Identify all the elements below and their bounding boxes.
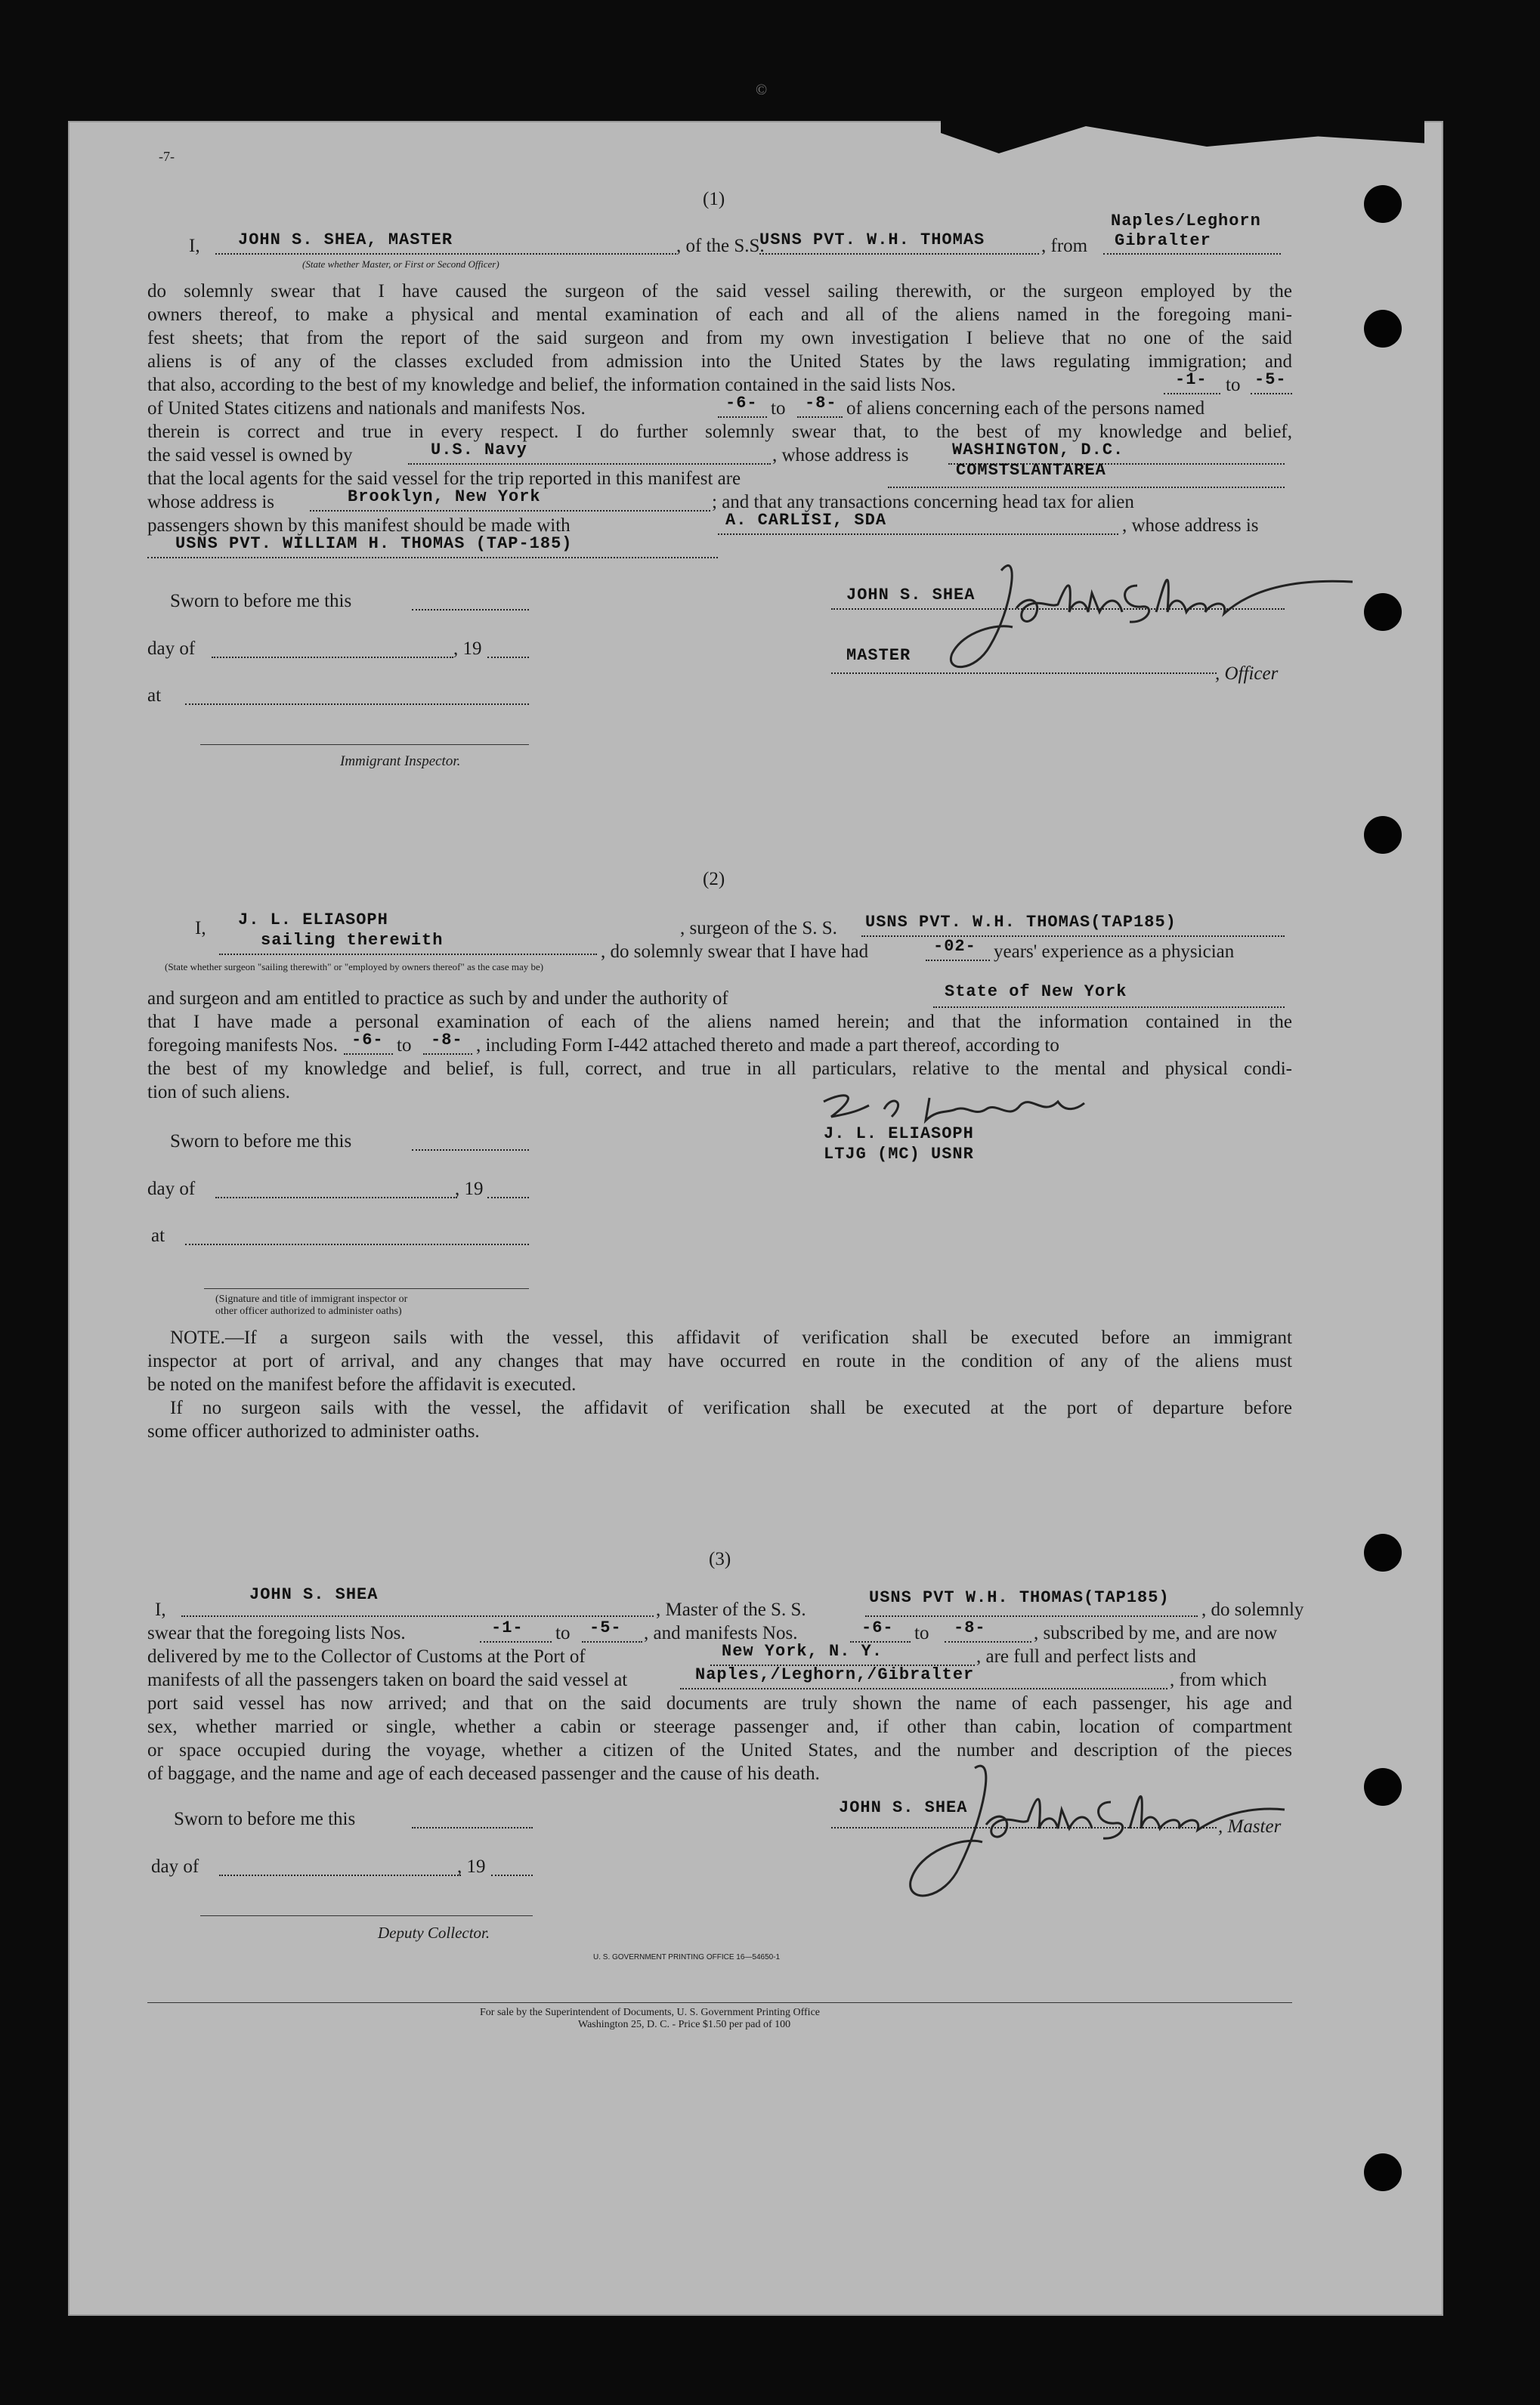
s2-man-to: -8-: [431, 1031, 463, 1049]
s1-head-tax-address: USNS PVT. WILLIAM H. THOMAS (TAP-185): [175, 534, 573, 553]
s2-at: at: [151, 1226, 165, 1246]
s1-line-6a: of United States citizens and nationals and manifests Nos.: [147, 398, 586, 419]
master-signature-3: [892, 1753, 1315, 1912]
s3-vessel-line: [865, 1615, 1198, 1617]
s1-man-to-line: [797, 416, 843, 418]
binder-hole: [1364, 1534, 1402, 1572]
s1-list-to: -5-: [1254, 370, 1287, 389]
s2-year: , 19: [455, 1179, 484, 1199]
s3-manifests-label-2: manifests of all the passengers taken on board the said vessel at: [147, 1670, 628, 1690]
s3-sworn: Sworn to before me this: [174, 1809, 356, 1829]
s1-head-tax-agent-line: [718, 533, 1118, 535]
s2-note2-1: If no surgeon sails with the vessel, the affidavit of verification shall be executed at the port of departure before: [170, 1398, 1292, 1418]
s1-agents-address-line: [310, 510, 710, 512]
s2-man-from: -6-: [351, 1031, 384, 1049]
s1-passengers-label: passengers shown by this manifest should be made with: [147, 515, 571, 536]
s3-sig-name: JOHN S. SHEA: [839, 1798, 968, 1817]
s2-man-to-line: [423, 1053, 472, 1055]
s2-line-5: tion of such aliens.: [147, 1082, 290, 1102]
s2-sig-name: J. L. ELIASOPH: [824, 1124, 974, 1143]
s1-head-tax-address-line: [147, 557, 718, 558]
s3-list-from-line: [480, 1641, 552, 1643]
s2-authority: State of New York: [945, 982, 1127, 1001]
s1-line-2: owners thereof, to make a physical and mental examination of each and all of the aliens named in the foregoing mani-: [147, 304, 1292, 325]
s2-day-line: [215, 1197, 457, 1198]
s1-head-tax-agent: A. CARLISI, SDA: [725, 511, 887, 530]
s1-line-3: fest sheets; that from the report of the said surgeon and from my own investigation I believe that no one of the said: [147, 328, 1292, 348]
s1-owned-by-label: the said vessel is owned by: [147, 445, 353, 465]
binder-hole: [1364, 1768, 1402, 1806]
s3-line-2: sex, whether married or single, whether a cabin or steerage passenger and, if other than cabin, location of compartment: [147, 1717, 1292, 1737]
s1-man-to: -8-: [805, 394, 837, 413]
s3-collector-line: [200, 1915, 533, 1916]
s1-line-6b: of aliens concerning each of the persons named: [846, 398, 1205, 419]
s2-including-label: , including Form I-442 attached thereto and made a part thereof, according to: [476, 1035, 1059, 1056]
s3-list-from: -1-: [491, 1618, 524, 1637]
s1-sworn-line: [412, 609, 529, 611]
s2-sig-rank: LTJG (MC) USNR: [824, 1145, 974, 1164]
s1-owner-address: WASHINGTON, D.C.: [952, 441, 1124, 459]
s2-at-line: [185, 1244, 529, 1245]
s3-manifests-label: , and manifests Nos.: [644, 1623, 798, 1643]
s3-man-from: -6-: [861, 1618, 894, 1637]
s2-officer-line: [204, 1288, 529, 1289]
s1-to-2: to: [771, 398, 786, 419]
s2-i-label: I,: [195, 918, 206, 938]
s1-inspector: Immigrant Inspector.: [340, 753, 461, 769]
s3-master-line: [181, 1615, 654, 1617]
s1-officer: , Officer: [1215, 663, 1279, 684]
s1-line-7: therein is correct and true in every respect. I do further solemnly swear that, to the best of my knowledge and belief,: [147, 422, 1292, 442]
s1-master-name: JOHN S. SHEA, MASTER: [238, 230, 453, 249]
binder-hole: [1364, 310, 1402, 348]
s1-i-label: I,: [189, 236, 200, 256]
s1-list-to-line: [1251, 393, 1292, 394]
s1-agents-address: Brooklyn, New York: [348, 487, 541, 506]
s1-to-1: to: [1226, 375, 1241, 395]
s3-to-1: to: [555, 1623, 571, 1643]
s1-day-line: [212, 657, 453, 658]
s1-line-1: do solemnly swear that I have caused the surgeon of the said vessel sailing therewith, or the surgeon employed by the: [147, 281, 1292, 301]
s2-sworn: Sworn to before me this: [170, 1131, 352, 1151]
top-stamp: ©: [756, 82, 768, 98]
binder-hole: [1364, 593, 1402, 631]
s2-years: -02-: [933, 937, 976, 956]
footer-rule: [147, 2002, 1292, 2003]
s3-line-4: of baggage, and the name and age of each deceased passenger and the cause of his death.: [147, 1764, 820, 1784]
s3-ports-line: [680, 1688, 1167, 1689]
footer-sale-2: Washington 25, D. C. - Price $1.50 per pad of 100: [578, 2019, 791, 2030]
s2-under-name: (State whether surgeon "sailing therewith" or "employed by owners thereof" as the case may be): [165, 961, 544, 972]
s3-day-line: [219, 1875, 461, 1876]
s1-from-ports-1: Naples/Leghorn: [1111, 212, 1261, 230]
s2-swear-label: , do solemnly swear that I have had: [601, 941, 869, 962]
s3-year: , 19: [457, 1856, 486, 1877]
s3-list-to: -5-: [589, 1618, 622, 1637]
s1-agents-line: [888, 487, 1285, 488]
s1-at: at: [147, 685, 162, 706]
s2-under-sig-1: (Signature and title of immigrant inspector or: [215, 1294, 408, 1305]
s2-note2-2: some officer authorized to administer oaths.: [147, 1421, 480, 1442]
s1-owner: U.S. Navy: [431, 441, 527, 459]
corner-label: -7-: [159, 149, 175, 164]
s1-sworn: Sworn to before me this: [170, 591, 352, 611]
s2-year-line: [487, 1197, 529, 1198]
s2-name-line: [219, 954, 597, 955]
s3-swear-label: swear that the foregoing lists Nos.: [147, 1623, 406, 1643]
s2-sworn-line: [412, 1149, 529, 1151]
s3-line-1: port said vessel has now arrived; and that on the said documents are truly shown the name of each passenger, his age and: [147, 1693, 1292, 1714]
binder-hole: [1364, 185, 1402, 223]
s2-surgeon-name: J. L. ELIASOPH: [238, 910, 388, 929]
s3-list-to-line: [582, 1641, 642, 1643]
s1-of-the-ss: , of the S.S.: [676, 236, 765, 256]
s3-port: New York, N. Y.: [722, 1642, 883, 1661]
s3-vessel: USNS PVT W.H. THOMAS(TAP185): [869, 1588, 1170, 1607]
s2-man-from-line: [344, 1053, 393, 1055]
section-3-number: (3): [709, 1549, 731, 1569]
master-signature-1: [929, 540, 1360, 691]
s3-year-line: [491, 1875, 533, 1876]
s1-agents: COMSTSLANTAREA: [956, 461, 1106, 480]
s2-note-2: inspector at port of arrival, and any changes that may have occurred en route in the condition of any of the aliens must: [147, 1351, 1292, 1371]
footer-sale-1: For sale by the Superintendent of Documents, U. S. Government Printing Office: [480, 2007, 820, 2018]
s1-sig-title: MASTER: [846, 646, 911, 665]
s1-from-line: [1103, 253, 1281, 255]
s3-master-name: JOHN S. SHEA: [249, 1585, 379, 1604]
s2-years-line: [926, 960, 990, 961]
s1-year: , 19: [453, 638, 482, 659]
s1-line-5a: that also, according to the best of my knowledge and belief, the information contained in the said lists Nos.: [147, 375, 956, 395]
s3-day-of: day of: [151, 1856, 199, 1877]
s1-vessel-line: [759, 253, 1039, 255]
s2-note-1: NOTE.—If a surgeon sails with the vessel, this affidavit of verification shall be executed before an immigrant: [170, 1328, 1292, 1348]
s1-vessel: USNS PVT. W.H. THOMAS: [759, 230, 985, 249]
s1-from-ports-2: Gibralter: [1115, 231, 1211, 250]
s3-line-3: or space occupied during the voyage, whether a citizen of the United States, and the number and description of the pieces: [147, 1740, 1292, 1760]
s1-inspector-line: [200, 744, 529, 745]
s3-sworn-line: [412, 1827, 533, 1828]
s3-solemnly: , do solemnly: [1201, 1600, 1304, 1620]
s3-full-label: , are full and perfect lists and: [976, 1646, 1196, 1667]
s2-under-sig-2: other officer authorized to administer oaths): [215, 1306, 402, 1317]
s1-master-line: [215, 253, 676, 255]
s1-owner-line: [408, 463, 771, 465]
s3-collector: Deputy Collector.: [378, 1924, 490, 1942]
binder-hole: [1364, 816, 1402, 854]
s1-man-from: -6-: [725, 394, 758, 413]
s2-day-of: day of: [147, 1179, 196, 1199]
s2-line-2: that I have made a personal examination of each of the aliens named herein; and that the information contained in the: [147, 1012, 1292, 1032]
s3-man-to-line: [945, 1641, 1031, 1643]
s3-from-which: , from which: [1170, 1670, 1267, 1690]
s2-vessel-line: [861, 935, 1285, 937]
s3-master: , Master: [1218, 1816, 1282, 1837]
s2-line-4: the best of my knowledge and belief, is full, correct, and true in all particulars, relative to the mental and physical condi-: [147, 1059, 1292, 1079]
s2-note-3: be noted on the manifest before the affidavit is executed.: [147, 1374, 577, 1395]
section-2-number: (2): [703, 869, 725, 889]
section-1-number: (1): [703, 189, 725, 209]
s1-agents-address-label: whose address is: [147, 492, 275, 512]
s1-from-label: , from: [1041, 236, 1088, 256]
s2-surgeon-of: , surgeon of the S. S.: [680, 918, 837, 938]
s2-vessel: USNS PVT. W.H. THOMAS(TAP185): [865, 913, 1177, 932]
s1-at-line: [185, 703, 529, 705]
s2-to: to: [397, 1035, 412, 1056]
gpo-imprint: U. S. GOVERNMENT PRINTING OFFICE 16—54650-1: [593, 1953, 781, 1961]
binder-hole: [1364, 2153, 1402, 2191]
s1-year-line: [487, 657, 529, 658]
s3-master-of: , Master of the S. S.: [656, 1600, 806, 1620]
s3-man-to: -8-: [954, 1618, 986, 1637]
s1-head-tax-address-label: , whose address is: [1122, 515, 1259, 536]
s2-foregoing-label: foregoing manifests Nos.: [147, 1035, 339, 1056]
s2-sailing: sailing therewith: [261, 931, 444, 950]
s1-day-of: day of: [147, 638, 196, 659]
s3-to-2: to: [914, 1623, 929, 1643]
s1-agents-label: that the local agents for the said vessel for the trip reported in this manifest are: [147, 468, 741, 489]
s3-delivered-label: delivered by me to the Collector of Customs at the Port of: [147, 1646, 586, 1667]
s1-under-name: (State whether Master, or First or Second Officer): [302, 258, 499, 270]
s2-authority-label: and surgeon and am entitled to practice as such by and under the authority of: [147, 988, 728, 1009]
s2-years-label: years' experience as a physician: [994, 941, 1235, 962]
s3-subscribed: , subscribed by me, and are now: [1034, 1623, 1278, 1643]
s1-owner-address-label: , whose address is: [772, 445, 909, 465]
s1-list-from: -1-: [1175, 370, 1208, 389]
s1-head-tax-label: ; and that any transactions concerning head tax for alien: [712, 492, 1134, 512]
s3-i-label: I,: [155, 1600, 166, 1620]
s1-man-from-line: [718, 416, 767, 418]
s3-ports: Naples,/Leghorn,/Gibralter: [695, 1665, 975, 1684]
s2-authority-line: [933, 1006, 1285, 1008]
s1-line-4: aliens is of any of the classes excluded from admission into the United States by the laws regulating immigration; and: [147, 351, 1292, 372]
s1-sig-name: JOHN S. SHEA: [846, 586, 976, 604]
s1-list-from-line: [1164, 393, 1220, 394]
